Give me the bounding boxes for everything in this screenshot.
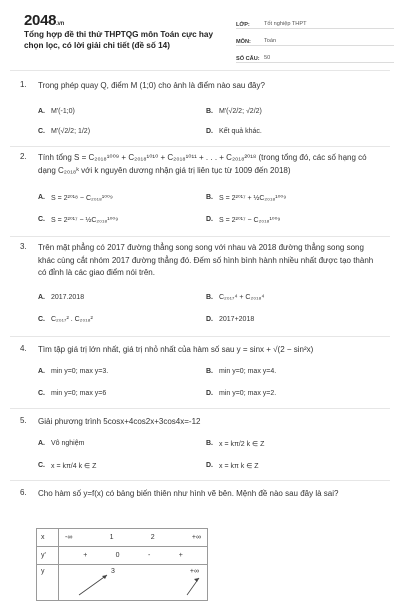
meta-row-count xyxy=(236,48,394,63)
option-letter: D. xyxy=(206,316,213,323)
option-b[interactable] xyxy=(206,194,286,202)
table-value: 1 xyxy=(109,534,114,541)
question-number: 1. xyxy=(20,80,27,89)
table-value: - xyxy=(147,552,151,559)
option-letter: B. xyxy=(206,194,213,201)
option-letter: A. xyxy=(38,440,45,447)
arrow-up-head xyxy=(194,578,199,582)
option-text: min y=0; max y=6 xyxy=(51,390,107,397)
option-text: x = kπ/4 k ∈ Z xyxy=(51,463,97,470)
option-d[interactable] xyxy=(206,216,280,224)
question-text: Trong phép quay Q, điểm M (1;0) cho ảnh là điểm nào sau đây? xyxy=(38,81,265,90)
option-b[interactable] xyxy=(206,108,262,115)
option-letter: A. xyxy=(38,194,45,201)
option-text: Kết quả khác. xyxy=(219,128,262,135)
meta-label: LỚP: xyxy=(236,22,250,28)
meta-value: Tốt nghiệp THPT xyxy=(264,21,307,27)
option-c[interactable] xyxy=(38,128,90,135)
table-value: -∞ xyxy=(65,534,73,541)
option-b[interactable] xyxy=(206,440,264,448)
question-1 xyxy=(10,80,390,138)
variation-table xyxy=(36,528,208,601)
question-5 xyxy=(10,416,390,478)
option-text: x = kπ k ∈ Z xyxy=(219,463,259,470)
meta-info xyxy=(236,14,394,65)
question-2 xyxy=(10,152,390,236)
table-value: 3 xyxy=(111,568,115,575)
header xyxy=(10,0,390,62)
table-value: 2 xyxy=(150,534,155,541)
question-number: 4. xyxy=(20,344,27,353)
divider xyxy=(10,146,390,147)
logo-text: 2048 xyxy=(24,12,57,29)
option-letter: B. xyxy=(206,368,213,375)
divider xyxy=(10,480,390,481)
option-c[interactable] xyxy=(38,216,118,224)
meta-label: MÔN: xyxy=(236,39,251,45)
table-cell xyxy=(59,547,208,565)
option-c[interactable] xyxy=(38,390,106,397)
option-text: S = 2²⁰¹⁷ − ½C₂₀₁₈¹⁰⁰⁹ xyxy=(51,217,119,224)
option-text: M'(√2/2; 1/2) xyxy=(51,128,91,135)
option-c[interactable] xyxy=(38,462,96,470)
question-3 xyxy=(10,242,390,334)
arrow-up-line xyxy=(79,575,107,595)
option-text: S = 2²⁰¹⁷ − C₂₀₁₈¹⁰⁰⁹ xyxy=(219,217,281,224)
option-d[interactable] xyxy=(206,128,262,135)
table-cell: x xyxy=(37,529,59,547)
meta-value: 50 xyxy=(264,55,271,61)
option-text: C₂₀₁₇² . C₂₀₁₈² xyxy=(51,316,93,323)
question-text: Tìm tập giá trị lớn nhất, giá trị nhỏ nhất của hàm số sau y = sinx + √(2 − sin²x) xyxy=(38,345,314,354)
question-text: Trên mặt phẳng có 2017 đường thẳng song song với nhau và 2018 đường thẳng song song khác cùng cắt nhóm 2017 đường thẳng đó. Đếm số hình bình hành nhiều nhất được tạo thành có đỉnh là các giao điểm nói trên. xyxy=(38,243,374,277)
option-b[interactable] xyxy=(206,294,264,301)
table-value: + xyxy=(178,552,183,559)
option-letter: D. xyxy=(206,462,213,469)
option-a[interactable] xyxy=(38,294,84,301)
question-text: Cho hàm số y=f(x) có bảng biến thiên như hình vẽ bên. Mệnh đề nào sau đây là sai? xyxy=(38,489,339,498)
site-logo[interactable] xyxy=(24,12,64,29)
option-text: C₂₀₁₇⁴ + C₂₀₁₈⁴ xyxy=(219,294,265,301)
option-letter: D. xyxy=(206,128,213,135)
option-letter: A. xyxy=(38,294,45,301)
option-d[interactable] xyxy=(206,390,276,397)
variation-arrows xyxy=(59,565,209,601)
option-d[interactable] xyxy=(206,316,254,323)
option-a[interactable] xyxy=(38,108,75,115)
table-cell: y' xyxy=(37,547,59,565)
meta-value: Toán xyxy=(264,38,277,44)
option-letter: C. xyxy=(38,316,45,323)
option-text: M'(-1;0) xyxy=(51,108,75,115)
logo-suffix: .vn xyxy=(56,21,64,27)
table-cell xyxy=(59,529,208,547)
table-value: +∞ xyxy=(189,568,199,575)
option-text: min y=0; max y=4. xyxy=(219,368,277,375)
option-text: min y=0; max y=3. xyxy=(51,368,109,375)
option-text: S = 2²⁰¹⁸ − C₂₀₁₈¹⁰⁰⁹ xyxy=(51,195,113,202)
option-text: x = kπ/2 k ∈ Z xyxy=(219,441,265,448)
meta-row-subject xyxy=(236,31,394,46)
option-letter: C. xyxy=(38,216,45,223)
option-letter: C. xyxy=(38,462,45,469)
table-cell: y xyxy=(37,565,59,601)
question-4 xyxy=(10,344,390,406)
question-number: 2. xyxy=(20,152,27,161)
table-value: + xyxy=(83,552,88,559)
meta-row-class xyxy=(236,14,394,29)
table-row-x xyxy=(37,529,208,547)
option-a[interactable] xyxy=(38,194,113,202)
table-value: 0 xyxy=(115,552,120,559)
option-text: 2017.2018 xyxy=(51,294,85,301)
option-letter: C. xyxy=(38,128,45,135)
option-d[interactable] xyxy=(206,462,259,470)
table-row-y xyxy=(37,565,208,601)
table-row-yprime xyxy=(37,547,208,565)
divider xyxy=(10,236,390,237)
option-letter: C. xyxy=(38,390,45,397)
question-text: Tính tổng S = C₂₀₁₈¹⁰⁰⁹ + C₂₀₁₈¹⁰¹⁰ + C₂₀₁₈¹⁰¹¹ + . . . + C₂₀₁₈²⁰¹⁸ (trong tổng đó, các số hạng có dạng C₂₀₁₈ᵏ với k nguyên dương nhận giá trị liên tục từ 1009 đến 2018) xyxy=(38,153,367,175)
question-number: 5. xyxy=(20,416,27,425)
option-text: S = 2²⁰¹⁷ + ½C₂₀₁₈¹⁰⁰⁹ xyxy=(219,195,287,202)
option-letter: B. xyxy=(206,440,213,447)
option-letter: A. xyxy=(38,108,45,115)
question-text: Giải phương trình 5cosx+4cos2x+3cos4x=-12 xyxy=(38,417,201,426)
option-text: min y=0; max y=2. xyxy=(219,390,277,397)
option-letter: D. xyxy=(206,216,213,223)
option-letter: B. xyxy=(206,294,213,301)
table-value: +∞ xyxy=(191,534,201,541)
option-a[interactable] xyxy=(38,440,84,447)
option-a[interactable] xyxy=(38,368,108,375)
question-number: 3. xyxy=(20,242,27,251)
option-letter: B. xyxy=(206,108,213,115)
option-c[interactable] xyxy=(38,316,93,323)
question-number: 6. xyxy=(20,488,27,497)
divider xyxy=(10,336,390,337)
question-6 xyxy=(10,488,390,524)
option-b[interactable] xyxy=(206,368,276,375)
option-text: M'(√2/2; √2/2) xyxy=(219,108,262,115)
divider xyxy=(10,70,390,71)
divider xyxy=(10,408,390,409)
option-letter: D. xyxy=(206,390,213,397)
document-title: Tổng hợp đề thi thử THPTQG môn Toán cực hay chọn lọc, có lời giải chi tiết (đề số 14) xyxy=(24,30,214,50)
option-letter: A. xyxy=(38,368,45,375)
option-text: Vô nghiệm xyxy=(51,440,85,447)
meta-label: SỐ CÂU: xyxy=(236,56,260,62)
table-cell xyxy=(59,565,208,601)
option-text: 2017+2018 xyxy=(219,316,255,323)
